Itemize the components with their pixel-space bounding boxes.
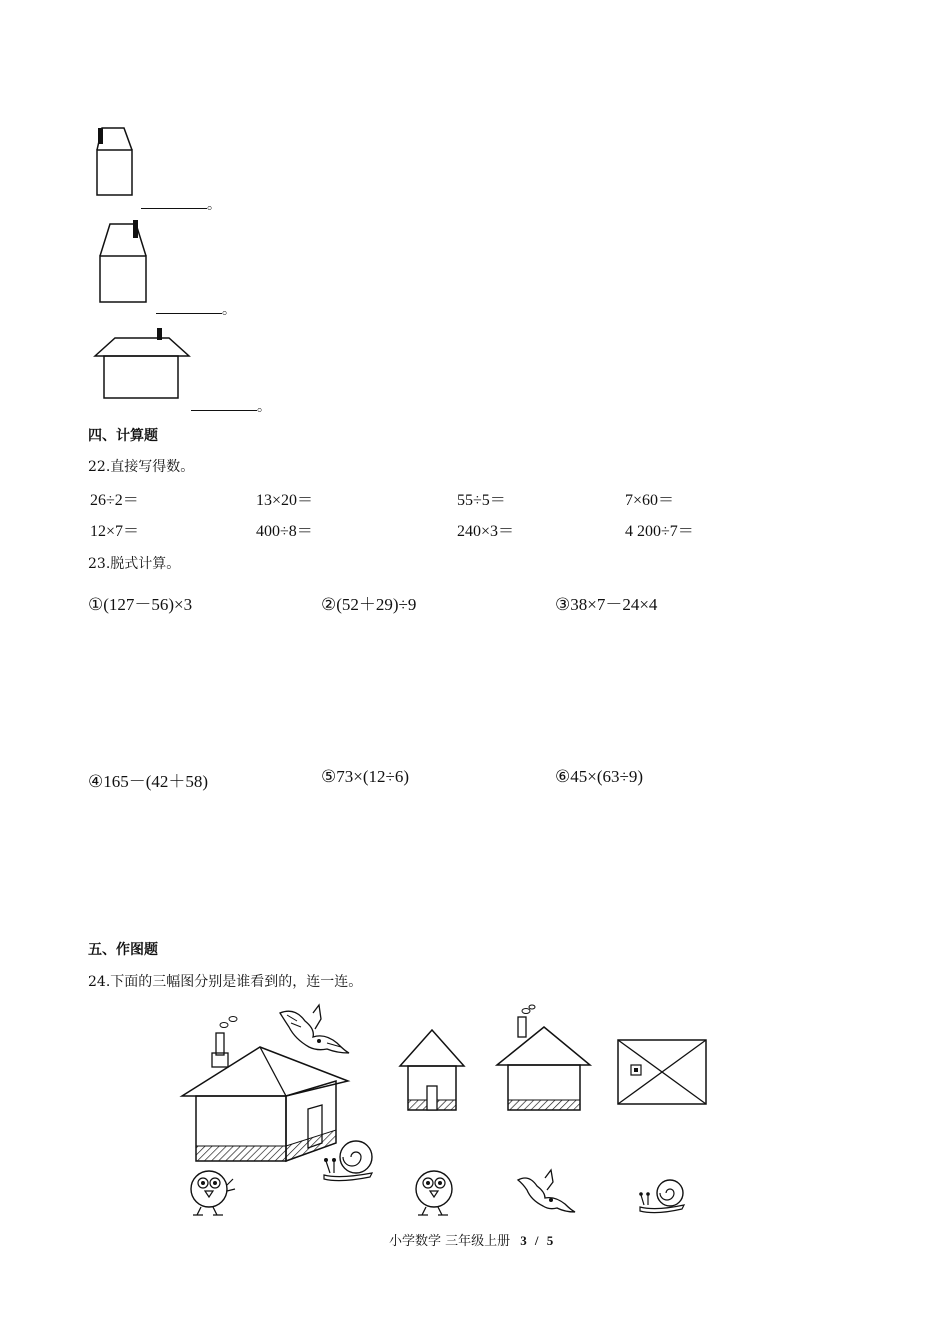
answer-line-1[interactable]: 。 <box>141 194 221 214</box>
snail-icon <box>320 1135 380 1185</box>
q23-item: ⑥45×(63÷9) <box>555 767 643 786</box>
question-23-prompt: 23.脱式计算。 <box>88 556 181 572</box>
q22-item: 4 200÷7＝ <box>625 523 694 540</box>
answer-line-3[interactable]: 。 <box>191 396 271 416</box>
house-side-view-1 <box>94 124 144 199</box>
view-b-side <box>494 1005 594 1113</box>
question-22-prompt: 22.直接写得数。 <box>88 459 195 475</box>
section-4-heading: 四、计算题 <box>88 428 158 444</box>
q23-item: ③38×7－24×4 <box>555 595 658 614</box>
q22-item: 13×20＝ <box>256 492 314 509</box>
section-5-heading: 五、作图题 <box>88 942 158 958</box>
footer-total-pages: 5 <box>546 1233 554 1248</box>
q22-item: 12×7＝ <box>90 523 140 540</box>
view-a-front <box>398 1028 468 1113</box>
answer-line-2[interactable]: 。 <box>156 299 236 319</box>
footer-separator: / <box>534 1233 539 1248</box>
q22-item: 400÷8＝ <box>256 523 313 540</box>
question-24-prompt: 24.下面的三幅图分别是谁看到的，连一连。 <box>88 974 363 990</box>
snail-icon <box>636 1175 691 1215</box>
page-footer <box>389 1230 553 1249</box>
view-c-top <box>615 1035 710 1110</box>
q22-item: 55÷5＝ <box>457 492 506 509</box>
q23-item: ②(52＋29)÷9 <box>321 595 417 614</box>
q23-item: ⑤73×(12÷6) <box>321 767 409 786</box>
house-side-view-2 <box>96 218 156 308</box>
q23-item: ④165－(42＋58) <box>88 772 209 791</box>
q22-item: 26÷2＝ <box>90 492 139 509</box>
chick-icon <box>408 1165 463 1220</box>
footer-page-number: 3 <box>520 1233 527 1248</box>
q22-item: 240×3＝ <box>457 523 515 540</box>
bird-icon <box>515 1168 580 1218</box>
q23-item: ①(127－56)×3 <box>88 595 193 614</box>
q22-item: 7×60＝ <box>625 492 675 509</box>
footer-subject: 小学数学 三年级上册 <box>389 1234 511 1249</box>
chick-icon <box>183 1165 238 1220</box>
house-front-view <box>92 326 192 402</box>
bird-icon <box>275 1003 355 1063</box>
